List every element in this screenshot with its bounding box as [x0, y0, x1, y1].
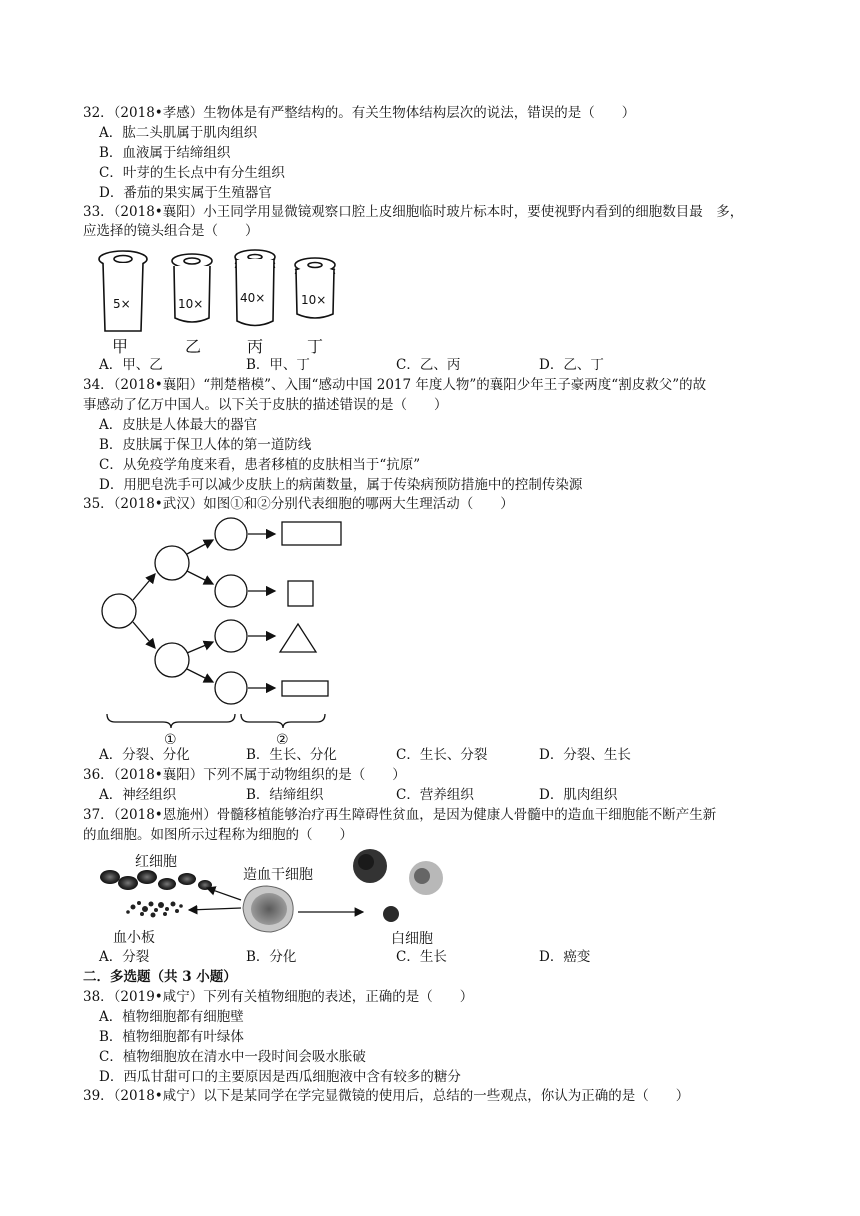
- q37-option-a: A．分裂: [99, 949, 150, 965]
- lens-label-jia: 甲: [112, 337, 129, 356]
- label-red-cell: 红细胞: [135, 854, 177, 870]
- blood-cell-figure: [95, 846, 455, 948]
- q37-option-d: D．癌变: [539, 949, 591, 965]
- q38-stem: 38．（2019•咸宁）下列有关植物细胞的表述，正确的是（ ）: [83, 989, 474, 1005]
- q33-option-b: B．甲、丁: [246, 357, 310, 373]
- q36-option-d: D．肌肉组织: [539, 787, 618, 803]
- q38-option-a: A．植物细胞都有细胞壁: [99, 1009, 244, 1025]
- q33-stem-line1: 33．（2018•襄阳）小王同学用显微镜观察口腔上皮细胞临时玻片标本时，要使视野内看到的细胞数目最 多，: [83, 204, 744, 220]
- q34-option-b: B．皮肤属于保卫人体的第一道防线: [99, 437, 312, 453]
- q36-option-a: A．神经组织: [99, 787, 177, 803]
- lens-bing-mark: 40×: [240, 291, 266, 305]
- q34-option-d: D．用肥皂洗手可以减少皮肤上的病菌数量，属于传染病预防措施中的控制传染源: [99, 477, 583, 493]
- q37-option-b: B．分化: [246, 949, 297, 965]
- q35-option-b: B．生长、分化: [246, 747, 337, 763]
- lens-yi-mark: 10×: [178, 297, 204, 311]
- q38-option-c: C．植物细胞放在清水中一段时间会吸水胀破: [99, 1049, 366, 1065]
- lens-label-yi: 乙: [185, 337, 202, 356]
- lens-jia-mark: 5×: [113, 297, 131, 311]
- lens-figure: [95, 246, 355, 358]
- brace-label-2: ②: [276, 732, 289, 744]
- q32-option-d: D．番茄的果实属于生殖器官: [99, 185, 272, 201]
- q37-option-c: C．生长: [396, 949, 447, 965]
- q32-option-b: B．血液属于结缔组织: [99, 145, 231, 161]
- q35-option-a: A．分裂、分化: [99, 747, 190, 763]
- lens-ding: [295, 258, 335, 318]
- label-white-cell: 白细胞: [391, 931, 433, 947]
- q38-option-b: B．植物细胞都有叶绿体: [99, 1029, 244, 1045]
- lens-bing: [235, 250, 275, 326]
- q39-stem: 39．（2018•咸宁）以下是某同学在学完显微镜的使用后，总结的一些观点，你认为正确的是（ ）: [83, 1088, 690, 1104]
- q34-option-a: A．皮肤是人体最大的器官: [99, 417, 258, 433]
- q36-stem: 36．（2018•襄阳）下列不属于动物组织的是（ ）: [83, 767, 406, 783]
- q33-option-d: D．乙、丁: [539, 357, 604, 373]
- q34-stem-line2: 事感动了亿万中国人。以下关于皮肤的描述错误的是（ ）: [83, 397, 448, 413]
- q33-option-c: C．乙、丙: [396, 357, 461, 373]
- q36-option-b: B．结缔组织: [246, 787, 324, 803]
- lens-label-ding: 丁: [307, 337, 324, 356]
- q32-stem: 32．（2018•孝感）生物体是有严整结构的。有关生物体结构层次的说法，错误的是（ ）: [83, 105, 636, 121]
- q35-option-d: D．分裂、生长: [539, 747, 631, 763]
- label-platelet: 血小板: [113, 930, 155, 946]
- q35-option-c: C．生长、分裂: [396, 747, 488, 763]
- cell-activity-diagram: [95, 514, 355, 744]
- lens-jia: [99, 251, 147, 331]
- q35-stem: 35．（2018•武汉）如图①和②分别代表细胞的哪两大生理活动（ ）: [83, 496, 514, 512]
- lens-label-bing: 丙: [247, 337, 264, 356]
- stem-cell: [243, 886, 293, 932]
- q36-option-c: C．营养组织: [396, 787, 474, 803]
- q34-option-c: C．从免疫学角度来看，患者移植的皮肤相当于“抗原”: [99, 457, 421, 473]
- q33-option-a: A．甲、乙: [99, 357, 163, 373]
- platelets: [126, 901, 183, 918]
- q38-option-d: D．西瓜甘甜可口的主要原因是西瓜细胞液中含有较多的糖分: [99, 1069, 461, 1085]
- q37-stem-line2: 的血细胞。如图所示过程称为细胞的（ ）: [83, 827, 353, 843]
- lens-ding-mark: 10×: [301, 293, 327, 307]
- q32-option-c: C．叶芽的生长点中有分生组织: [99, 165, 285, 181]
- section-heading-multi-choice: 二．多选题（共 3 小题）: [83, 969, 237, 985]
- label-stem-cell: 造血干细胞: [243, 867, 313, 883]
- q32-option-a: A．肱二头肌属于肌肉组织: [99, 125, 258, 141]
- white-cells: [353, 849, 443, 922]
- red-cells: [100, 870, 212, 890]
- q37-stem-line1: 37．（2018•恩施州）骨髓移植能够治疗再生障碍性贫血，是因为健康人骨髓中的造血干细胞能不断产生新: [83, 807, 717, 823]
- brace-label-1: ①: [164, 732, 177, 744]
- q33-stem-line2: 应选择的镜头组合是（ ）: [83, 223, 259, 239]
- lens-yi: [172, 254, 212, 322]
- q34-stem-line1: 34．（2018•襄阳）“荆楚楷模”、入围“感动中国 2017 年度人物”的襄阳少年王子豪两度“割皮救父”的故: [83, 377, 707, 393]
